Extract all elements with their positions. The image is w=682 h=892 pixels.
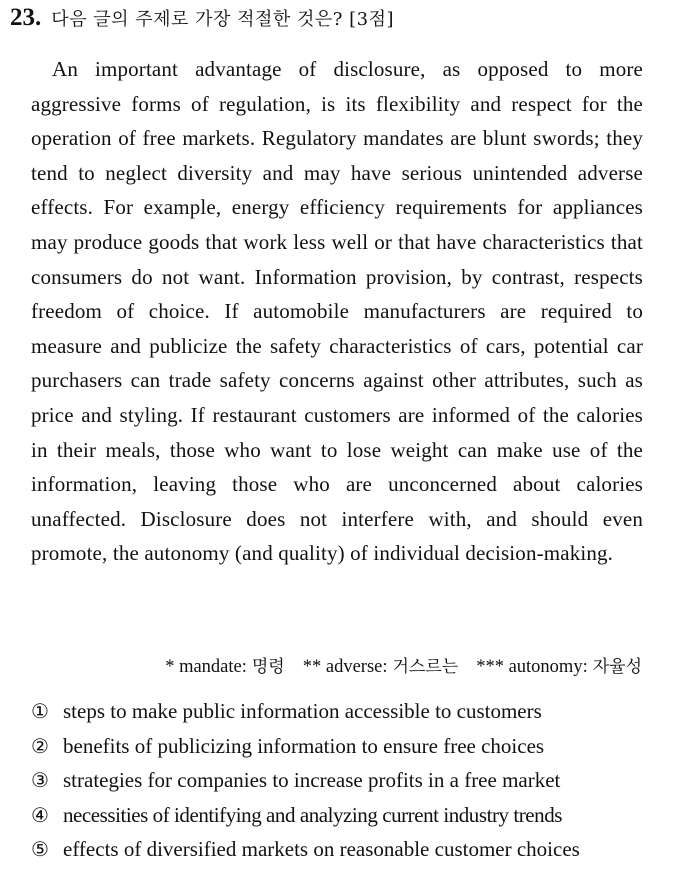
question-number: 23. — [10, 4, 42, 31]
choice-text: effects of diversified markets on reasonable customer choices — [63, 837, 580, 861]
question-prompt: 다음 글의 주제로 가장 적절한 것은? [3점] — [51, 9, 395, 30]
choice-text: strategies for companies to increase profits in a free market — [63, 768, 561, 792]
glossary — [0, 652, 642, 682]
glossary-meaning: 명령 — [251, 657, 285, 677]
answer-choice-5[interactable] — [31, 837, 651, 872]
glossary-marker: ** — [302, 657, 322, 677]
glossary-term: adverse: — [325, 657, 388, 677]
question-header — [10, 4, 394, 38]
answer-choice-2[interactable] — [31, 734, 651, 769]
answer-choices — [31, 699, 651, 872]
choice-number-5: ⑤ — [31, 837, 49, 861]
choice-text: benefits of publicizing information to ensure free choices — [63, 733, 545, 758]
glossary-term: mandate: — [179, 657, 247, 677]
answer-choice-3[interactable] — [31, 768, 651, 803]
glossary-term: autonomy: — [508, 657, 588, 677]
choice-number-3: ③ — [31, 768, 49, 792]
answer-choice-1[interactable] — [31, 699, 651, 734]
glossary-meaning: 자율성 — [592, 657, 642, 677]
choice-number-4: ④ — [31, 802, 49, 827]
answer-choice-4[interactable] — [31, 803, 651, 838]
glossary-item-mandate — [165, 652, 285, 678]
choice-number-2: ② — [31, 733, 49, 758]
glossary-item-autonomy — [476, 652, 642, 678]
glossary-meaning: 거스르는 — [392, 657, 459, 677]
glossary-marker: * — [165, 657, 175, 677]
glossary-item-adverse — [303, 652, 458, 678]
passage-text: An important advantage of disclosure, as opposed to more aggressive forms of regulation, is its flexibility and respect for the operation of free markets. Regulatory mandates are blunt swords; they tend to neglect diversity and may have serious unintended adverse effects. For example, energy efficiency requirements for appliances may produce goods that work less well or that have characteristics that consumers do not want. Information provision, by contrast, respects freedom of choice. If automobile manufacturers are required to measure and publicize the safety characteristics of cars, potential car purchasers can trade safety concerns against other attributes, such as price and styling. If restaurant customers are informed of the calories in their meals, those who want to lose weight can make use of the information, leaving those who are unconcerned about calories unaffected. Disclosure does not interfere with, and should even promote, the autonomy (and quality) of individual decision-making. — [31, 57, 643, 566]
choice-text: necessities of identifying and analyzing current industry trends — [63, 802, 562, 827]
choice-text: steps to make public information accessible to customers — [63, 699, 542, 723]
choice-number-1: ① — [31, 699, 49, 723]
glossary-marker: *** — [476, 657, 504, 677]
